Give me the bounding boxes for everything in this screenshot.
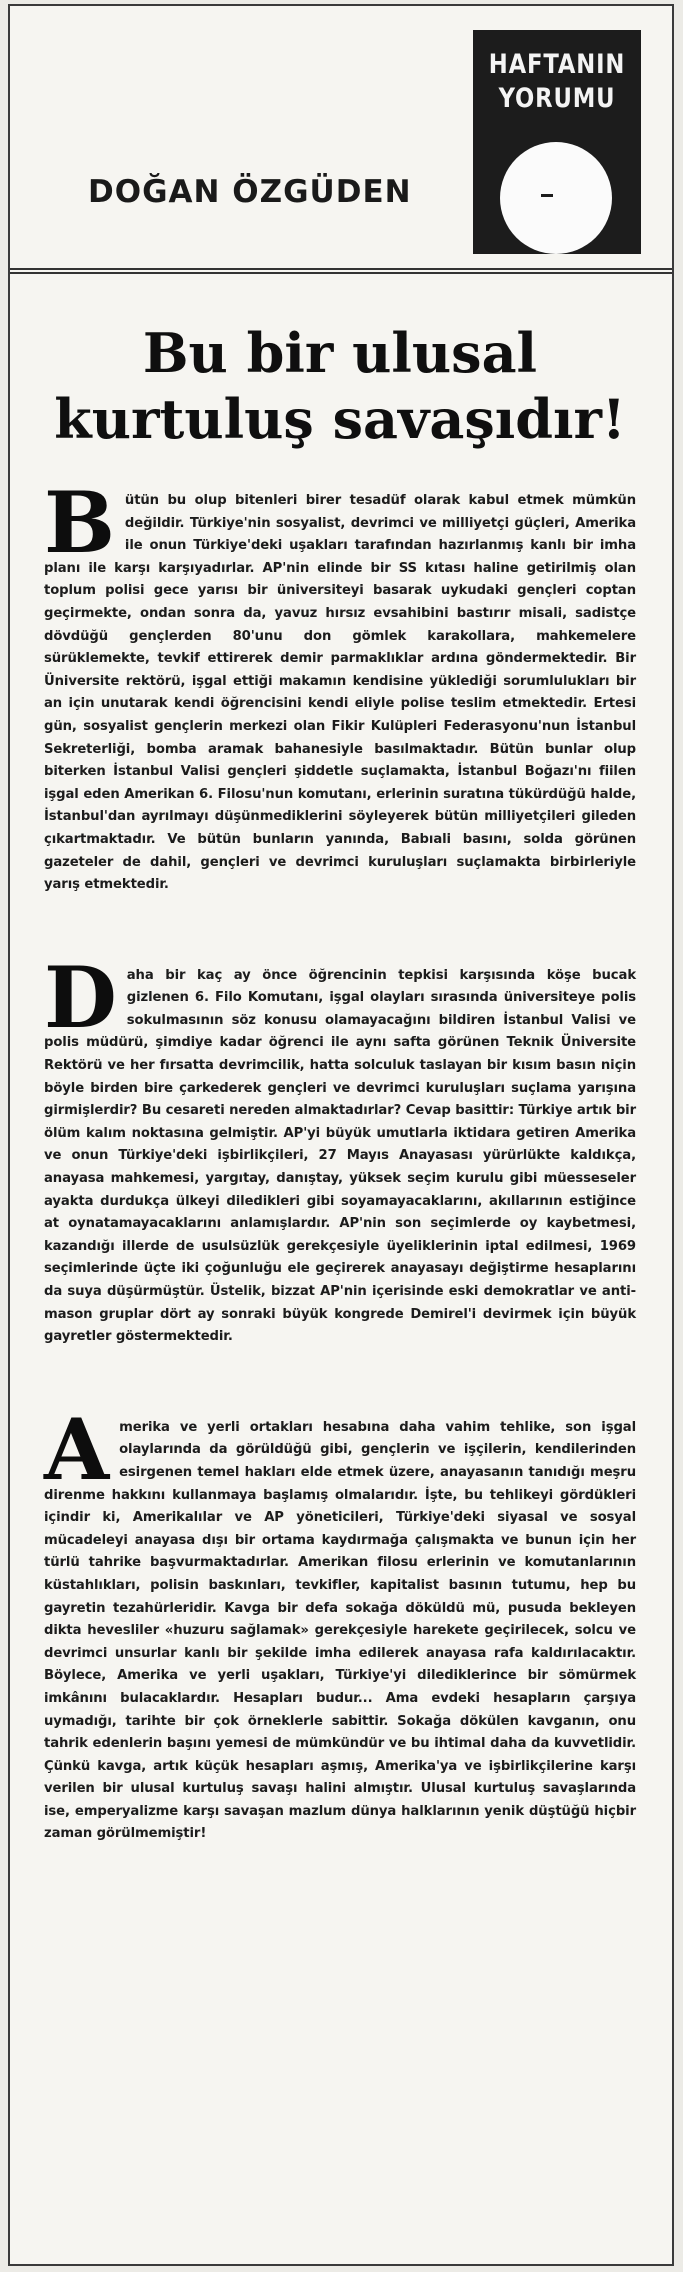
drop-cap: B — [44, 473, 115, 572]
newspaper-page — [8, 4, 674, 2266]
logo-circle-icon — [500, 142, 612, 254]
paragraph-text: ütün bu olup bitenleri birer tesadüf olarak kabul etmek mümkün değildir. Türkiye'nin sosyalist, devrimci ve milliyetçi güçleri, Amerika ile onun Türkiye'deki uşakları tarafından hazırlanmış kanlı bir imha planı ile karşı karşıyadırlar. AP'nin elinde bir SS kıtası haline getirilmiş olan toplum polisi gece yarısı bir üniversiteyi basarak uykudaki gençleri coptan geçirmekte, ondan sonra da, yavuz hırsız evsahibini bastırır misali, sadistçe dövdüğü gençlerden 80'unu don gömlek karakollara, mahkemelere sürüklemekte, tevkif ettirerek demir parmaklıklar ardına göndermektedir. Bir Üniversite rektörü, işgal ettiği makamın kendisine yüklediği sorumlulukları bir an için unutarak kendi öğrencisini kendi eliyle polise teslim etmektedir. Ertesi gün, sosyalist gençlerin merkezi olan Fikir Kulüpleri Federasyonu'nun İstanbul Sekreterliği, bomba aramak bahanesiyle basılmaktadır. Bütün bunlar olup biterken İstanbul Valisi gençleri şiddetle suçlamakta, İstanbul Boğazı'nı fiilen işgal eden Amerikan 6. Filosu'nun komutanı, erlerinin suratına tükürdüğü halde, İstanbul'dan ayrılmayı düşünmediklerini söyleyerek bütün milliyetçileri gileden çıkartmaktadır. Ve bütün bunların yanında, Babıali basını, solda görünen gazeteler de dahil, gençleri ve devrimci kuruluşları suçlamakta birbirleriyle yarış etmektedir. — [44, 493, 636, 893]
column-logo — [473, 30, 641, 254]
article — [44, 296, 636, 1914]
article-paragraph-3 — [44, 1399, 636, 1846]
paragraph-text: aha bir kaç ay önce öğrencinin tepkisi karşısında köşe bucak gizlenen 6. Filo Komutanı, işgal olayları sırasında üniversiteye polis sokulmasının söz konusu olamayacağını bildiren İstanbul Valisi ve polis müdürü, şimdiye kadar öğrenci ile aynı safta görünen Teknik Üniversite Rektörü ve her fırsatta devrimcilik, hatta solculuk taslayan bir kısım basın niçin böyle birden bire çarkederek gençleri ve devrimci kuruluşları suçlama yarışına girmişlerdir? Bu cesareti nereden almaktadırlar? Cevap basittir: Türkiye artık bir ölüm kalım noktasına gelmiştir. AP'yi büyük umutlarla iktidara getiren Amerika ve onun Türkiye'deki işbirlikçileri, 27 Mayıs Anayasası yürürlükte kaldıkça, anayasa mahkemesi, yargıtay, danıştay, yüksek seçim kurulu gibi müesseseler ayakta durdukça ülkeyi diledikleri gibi soyamayacaklarını, akıllarının estiğince at oynatamayacaklarını anlamışlardır. AP'nin son seçimlerde oy kaybetmesi, kazandığı illerde de usulsüzlük gerekçesiyle üyeliklerinin iptal edilmesi, 1969 seçimlerinde üçte iki çoğunluğu ele geçirerek anayasayı değiştirme hesaplarını da suya düşürmüştür. Üstelik, bizzat AP'nin içerisinde eski demokratlar ve anti-mason gruplar dört ay sonraki büyük kongrede Demirel'i devirmek için büyük gayretler göstermektedir. — [44, 967, 636, 1345]
logo-dash-icon — [541, 194, 553, 197]
headline-line2: kurtuluş savaşıdır! — [54, 387, 626, 451]
column-header — [10, 6, 672, 274]
article-paragraph-2 — [44, 947, 636, 1349]
paragraph-text: merika ve yerli ortakları hesabına daha vahim tehlike, son işgal olaylarında da görüldüğü gibi, gençlerin ve işçilerin, kendilerinden esirgenen temel hakları elde etmek üzere, anayasanın tanıdığı meşru direnme hakkını kullanmaya başlamış olmalarıdır. İşte, bu tehlikeyi gördükleri içindir ki, Amerikalılar ve AP yöneticileri, Türkiye'deki siyasal ve sosyal mücadeleyi anayasa dışı bir ortama kaydırmağa çalışmakta ve bunun için her türlü tahrike başvurmaktadırlar. Amerikan filosu erlerinin ve komutanlarının küstahlıkları, polisin baskınları, tevkifler, kapitalist basının tutumu, hep bu gayretin tezahürleridir. Kavga bir defa sokağa döküldü mü, pusuda bekleyen dikta hevesliler «huzuru sağlamak» gerekçesiyle harekete geçirilecek, solcu ve devrimci unsurlar kanlı bir şekilde imha edilerek anayasa rafa kaldırılacaktır. Böylece, Amerika ve yerli uşakları, Türkiye'yi dilediklerince bir sömürmek imkânını bulacaklardır. Hesapları budur... Ama evdeki hesapların çarşıya uymadığı, tarihte bir çok örneklerle sabittir. Sokağa dökülen kavganın, onu tahrik edenlerin başını yemesi de mümkündür ve bu ihtimal daha da kuvvetlidir. Çünkü kavga, artık küçük hesapları aşmış, Amerika'ya ve işbirlikçilerine karşı verilen bir ulusal kurtuluş savaşı halini almıştır. Ulusal kurtuluş savaşlarında ise, emperyalizme karşı savaşan mazlum dünya halklarının yenik düştüğü hiçbir zaman görülmemiştir! — [44, 1419, 636, 1842]
column-title-line2: YORUMU — [498, 83, 616, 114]
article-headline — [44, 320, 636, 452]
column-title-line1: HAFTANIN — [488, 49, 626, 80]
drop-cap: A — [44, 1399, 110, 1499]
headline-line1: Bu bir ulusal — [142, 321, 538, 385]
drop-cap: D — [44, 947, 117, 1047]
article-paragraph-1 — [44, 473, 636, 897]
author-name: DOĞAN ÖZGÜDEN — [88, 174, 412, 210]
column-title — [486, 48, 627, 116]
